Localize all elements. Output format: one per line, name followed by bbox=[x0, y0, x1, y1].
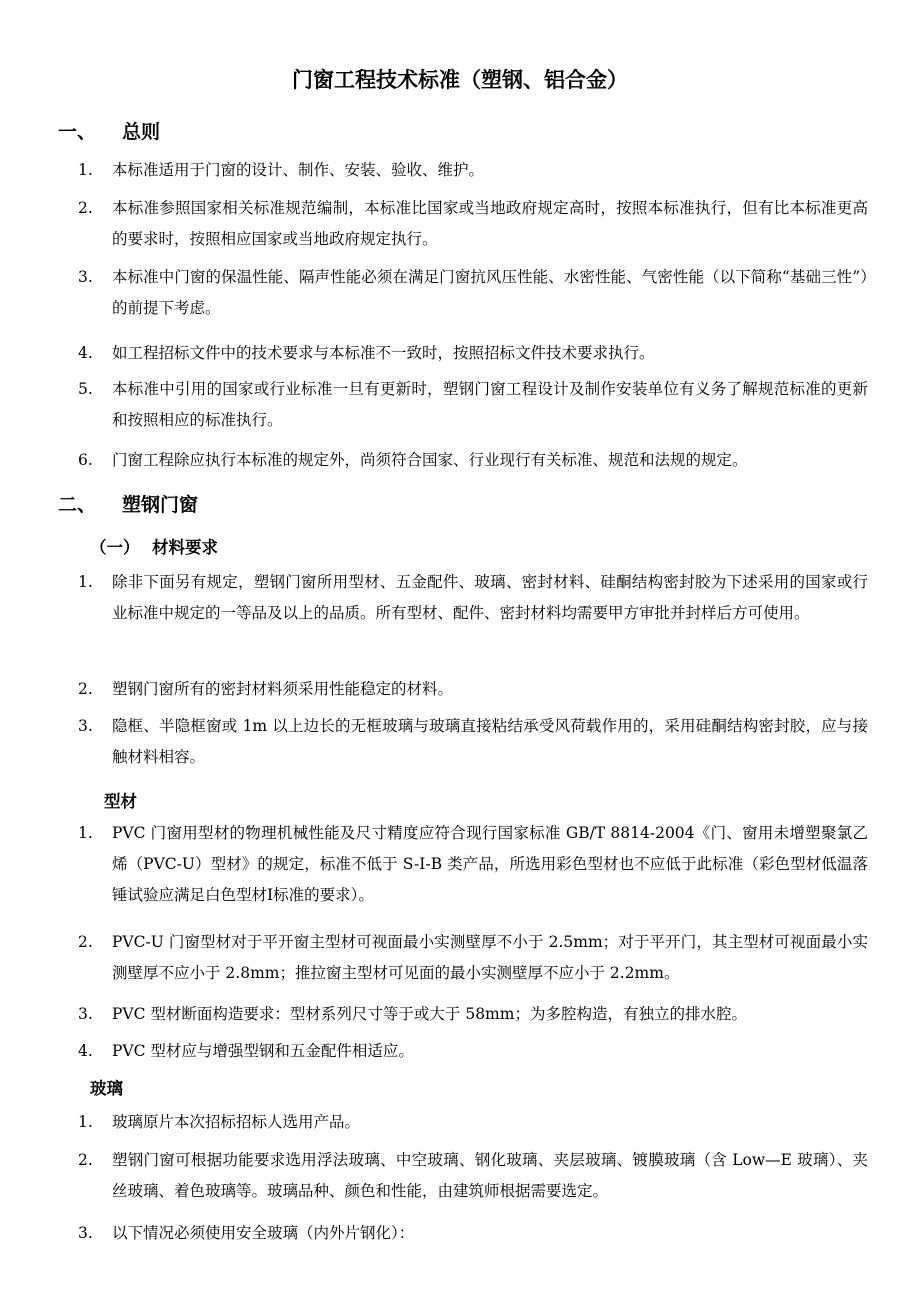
item-text: PVC 门窗用型材的物理机械性能及尺寸精度应符合现行国家标准 GB/T 8814-2004《门、窗用未增塑聚氯乙烯（PVC-U）型材》的规定，标准不低于 S-Ⅰ-B 类产品，所选用彩色型材也不应低于此标准（彩色型材低温落锤试验应满足白色型材Ⅰ标准的要求）。 bbox=[112, 824, 868, 904]
item-number: 5. bbox=[78, 380, 93, 398]
section-title: 总则 bbox=[122, 121, 161, 143]
subsection-title: 材料要求 bbox=[152, 538, 218, 557]
list-item bbox=[78, 818, 868, 911]
item-number: 1. bbox=[78, 824, 93, 842]
subsection-heading-materials bbox=[90, 534, 218, 558]
item-number: 4. bbox=[78, 1042, 93, 1060]
item-number: 3. bbox=[78, 1224, 93, 1242]
list-item bbox=[78, 711, 868, 773]
item-text: 本标准中引用的国家或行业标准一旦有更新时，塑钢门窗工程设计及制作安装单位有义务了解规范标准的更新和按照相应的标准执行。 bbox=[112, 380, 868, 429]
document-title: 门窗工程技术标准（塑钢、铝合金） bbox=[292, 68, 628, 92]
item-text: 本标准中门窗的保温性能、隔声性能必须在满足门窗抗风压性能、水密性能、气密性能（以下简称“基础三性”）的前提下考虑。 bbox=[112, 268, 868, 317]
item-text: 玻璃原片本次招标招标人选用产品。 bbox=[112, 1113, 361, 1131]
subsection-heading-profiles bbox=[104, 788, 137, 812]
list-item bbox=[78, 999, 868, 1030]
item-text: PVC 型材断面构造要求：型材系列尺寸等于或大于 58mm；为多腔构造，有独立的排水腔。 bbox=[112, 1005, 747, 1023]
item-number: 2. bbox=[78, 1151, 93, 1169]
subsection-title: 型材 bbox=[104, 792, 137, 811]
item-number: 3. bbox=[78, 717, 93, 735]
item-text: 本标准参照国家相关标准规范编制，本标准比国家或当地政府规定高时，按照本标准执行，但有比本标准更高的要求时，按照相应国家或当地政府规定执行。 bbox=[112, 199, 868, 248]
section-heading-upvc-windows bbox=[58, 490, 198, 517]
list-item bbox=[78, 193, 868, 255]
list-item bbox=[78, 262, 868, 324]
list-item bbox=[78, 1107, 868, 1138]
item-text: PVC 型材应与增强型钢和五金配件相适应。 bbox=[112, 1042, 414, 1060]
list-item bbox=[78, 1218, 868, 1249]
list-item bbox=[78, 445, 868, 476]
list-item bbox=[78, 1145, 868, 1207]
section-heading-general bbox=[58, 117, 160, 144]
item-number: 1. bbox=[78, 573, 93, 591]
section-number: 一、 bbox=[58, 121, 97, 143]
item-text: 塑钢门窗所有的密封材料须采用性能稳定的材料。 bbox=[112, 680, 454, 698]
list-item bbox=[78, 155, 868, 186]
item-number: 2. bbox=[78, 680, 93, 698]
item-number: 1. bbox=[78, 1113, 93, 1131]
list-item bbox=[78, 927, 868, 989]
subsection-number: （一） bbox=[90, 538, 140, 557]
list-item bbox=[78, 674, 868, 705]
item-number: 1. bbox=[78, 161, 93, 179]
item-number: 2. bbox=[78, 199, 93, 217]
item-text: 如工程招标文件中的技术要求与本标准不一致时，按照招标文件技术要求执行。 bbox=[112, 344, 655, 362]
item-text: 本标准适用于门窗的设计、制作、安装、验收、维护。 bbox=[112, 161, 485, 179]
item-text: PVC-U 门窗型材对于平开窗主型材可视面最小实测壁厚不小于 2.5mm；对于平开门，其主型材可视面最小实测壁厚不应小于 2.8mm；推拉窗主型材可见面的最小实测壁厚不应小于 2.2mm。 bbox=[112, 933, 868, 982]
list-item bbox=[78, 338, 868, 369]
subsection-title: 玻璃 bbox=[90, 1079, 123, 1098]
item-text: 除非下面另有规定，塑钢门窗所用型材、五金配件、玻璃、密封材料、硅酮结构密封胶为下述采用的国家或行业标准中规定的一等品及以上的品质。所有型材、配件、密封材料均需要甲方审批并封样后方可使用。 bbox=[112, 573, 868, 622]
list-item bbox=[78, 1036, 868, 1067]
section-number: 二、 bbox=[58, 494, 97, 516]
item-text: 隐框、半隐框窗或 1m 以上边长的无框玻璃与玻璃直接粘结承受风荷载作用的，采用硅酮结构密封胶，应与接触材料相容。 bbox=[112, 717, 868, 766]
item-text: 门窗工程除应执行本标准的规定外，尚须符合国家、行业现行有关标准、规范和法规的规定。 bbox=[112, 451, 748, 469]
list-item bbox=[78, 567, 868, 629]
item-text: 以下情况必须使用安全玻璃（内外片钢化）： bbox=[112, 1224, 415, 1242]
item-number: 4. bbox=[78, 344, 93, 362]
item-number: 2. bbox=[78, 933, 93, 951]
item-number: 3. bbox=[78, 268, 93, 286]
subsection-heading-glass bbox=[90, 1075, 123, 1099]
item-number: 3. bbox=[78, 1005, 93, 1023]
list-item bbox=[78, 374, 868, 436]
item-number: 6. bbox=[78, 451, 93, 469]
section-title: 塑钢门窗 bbox=[122, 494, 199, 516]
item-text: 塑钢门窗可根据功能要求选用浮法玻璃、中空玻璃、钢化玻璃、夹层玻璃、镀膜玻璃（含 Low—E 玻璃）、夹丝玻璃、着色玻璃等。玻璃品种、颜色和性能，由建筑师根据需要选定。 bbox=[112, 1151, 868, 1200]
